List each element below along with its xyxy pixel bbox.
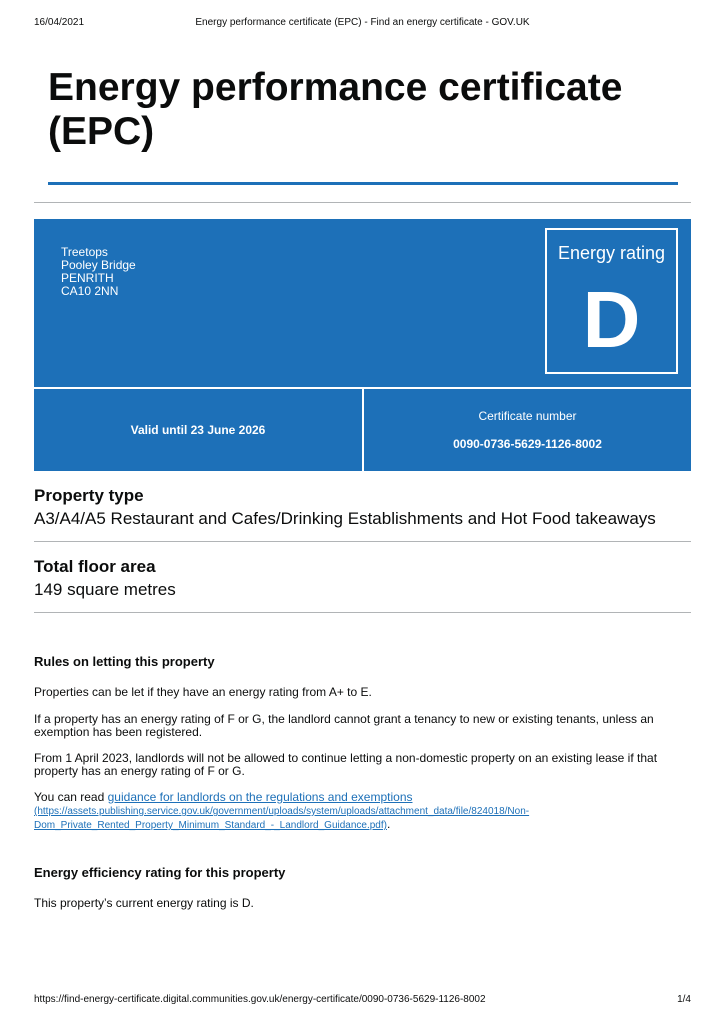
print-page-number: 1/4 [677, 994, 691, 1005]
energy-rating-label: Energy rating [557, 243, 666, 263]
rules-paragraph-4-suffix: . [386, 817, 391, 831]
address-line: Treetops [61, 245, 108, 259]
rules-paragraph-4-prefix: You can read [34, 790, 108, 804]
floor-area-heading: Total floor area [34, 557, 156, 576]
rules-heading: Rules on letting this property [34, 654, 215, 669]
efficiency-text: This property’s current energy rating is D. [34, 896, 254, 910]
divider [34, 202, 691, 203]
efficiency-heading: Energy efficiency rating for this property [34, 865, 286, 880]
page-title: Energy performance certificate (EPC) [48, 66, 623, 153]
landlord-guidance-url[interactable]: (https://assets.publishing.service.gov.uk/government/uploads/system/uploads/attachment_data/file/824018/Non-Dom_Private_Rented_Property_Minimum_Standard_-_Landlord_Guidance.pdf) [34, 806, 530, 831]
title-underline [48, 182, 678, 185]
certificate-summary-box [34, 219, 691, 471]
box-divider-vertical [362, 387, 364, 471]
rules-paragraph-1: Properties can be let if they have an energy rating from A+ to E. [34, 685, 372, 699]
divider [34, 541, 691, 542]
rules-paragraph-3: From 1 April 2023, landlords will not be allowed to continue letting a non-domestic property on an existing lease if that property has an energy rating of F or G. [34, 751, 658, 778]
energy-rating-badge [545, 228, 678, 374]
property-address [61, 246, 136, 298]
property-type-value: A3/A4/A5 Restaurant and Cafes/Drinking Establishments and Hot Food takeaways [34, 509, 656, 528]
rules-paragraph-2: If a property has an energy rating of F or G, the landlord cannot grant a tenancy to new or existing tenants, unless an exemption has been registered. [34, 712, 654, 739]
divider [34, 612, 691, 613]
print-page-title: Energy performance certificate (EPC) - Find an energy certificate - GOV.UK [195, 17, 530, 28]
address-line: CA10 2NN [61, 284, 119, 298]
address-line: PENRITH [61, 271, 114, 285]
address-line: Pooley Bridge [61, 258, 136, 272]
print-header [34, 17, 691, 31]
floor-area-value: 149 square metres [34, 580, 176, 599]
certificate-number-label: Certificate number [478, 409, 577, 423]
print-page-url: https://find-energy-certificate.digital.communities.gov.uk/energy-certificate/0090-0736-5629-1126-8002 [34, 994, 486, 1005]
property-type-heading: Property type [34, 486, 144, 505]
certificate-number: 0090-0736-5629-1126-8002 [453, 437, 602, 451]
energy-rating-letter: D [582, 275, 641, 364]
print-date: 16/04/2021 [34, 17, 85, 28]
print-footer [34, 994, 691, 1008]
landlord-guidance-link[interactable]: guidance for landlords on the regulations and exemptions [107, 790, 413, 804]
rules-paragraph-4 [34, 791, 674, 832]
valid-until: Valid until 23 June 2026 [130, 423, 266, 437]
